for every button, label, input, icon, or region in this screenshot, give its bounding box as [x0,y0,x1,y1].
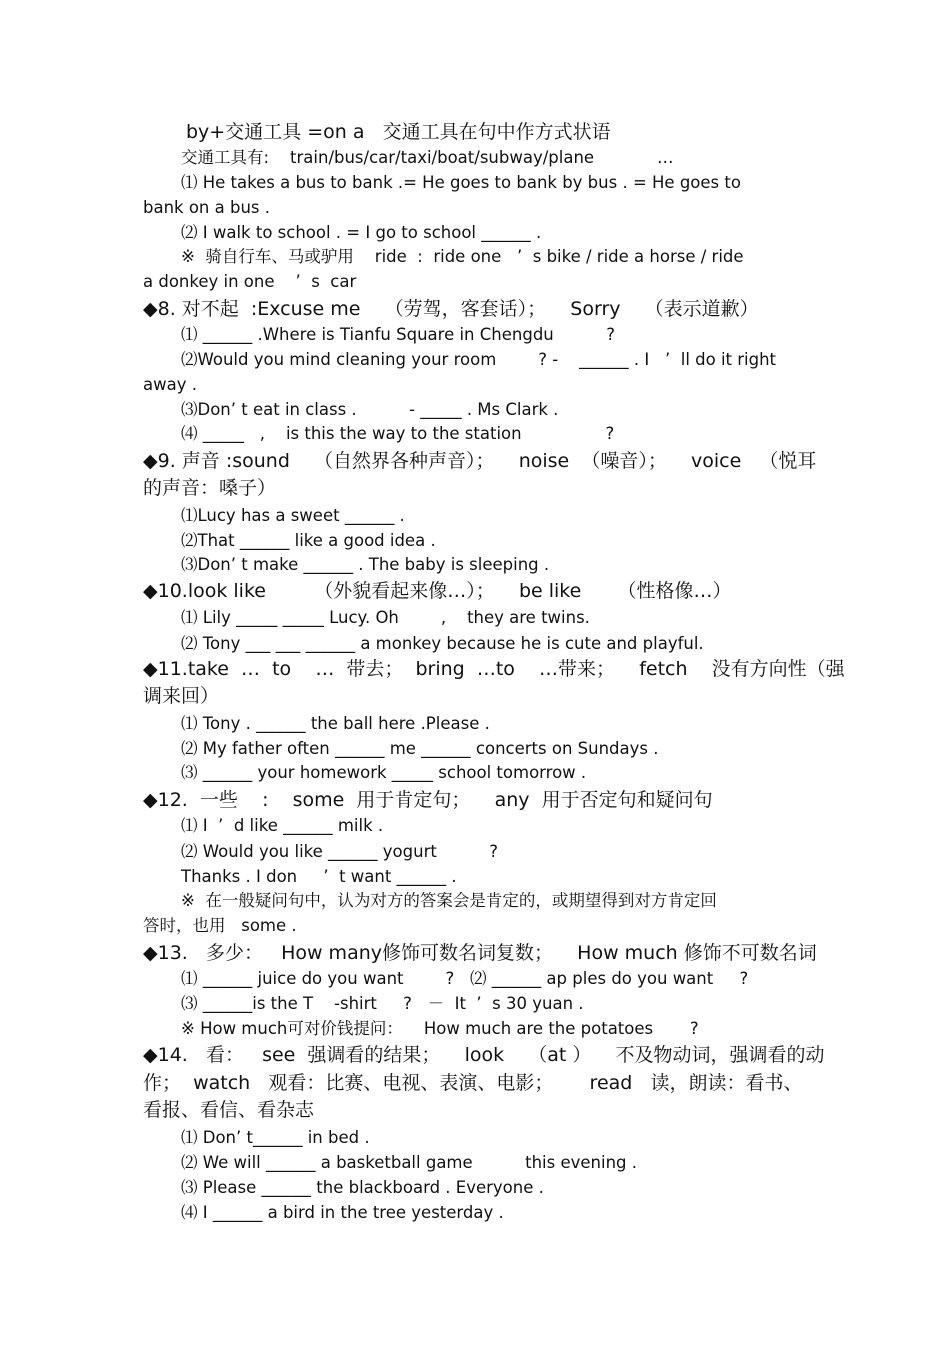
exercise-line: ⑶ ______ your homework _____ school tomorrow . [181,763,587,782]
exercise-line: ⑷ _____ , is this the way to the station ? [181,424,615,443]
note-line: ※ 骑自行车、马或驴用 ride : ride one ’ s bike / ride a horse / ride [181,247,744,266]
text-line: ⑵ I walk to school . = I go to school ______ . [181,223,542,242]
exercise-line: ⑶ ______is the T -shirt ? － It ’ s 30 yuan . [181,994,584,1013]
exercise-line: ⑶Don’ t make ______ . The baby is sleeping . [181,555,550,574]
section-heading-13: ◆13. 多少： How many修饰可数名词复数； How much 修饰不可数名词 [143,942,817,964]
text-line: bank on a bus . [143,198,271,217]
exercise-line: ⑴ Don’ t______ in bed . [181,1128,370,1147]
section-heading-12: ◆12. 一些 : some 用于肯定句； any 用于否定句和疑问句 [143,789,713,811]
section-heading-8: ◆8. 对不起 :Excuse me （劳驾，客套话）； Sorry （表示道歉） [143,298,759,320]
exercise-line: ⑵That ______ like a good idea . [181,531,436,550]
intro-heading: by+交通工具 =on a 交通工具在句中作方式状语 [186,121,611,143]
exercise-line: ⑵ My father often ______ me ______ concerts on Sundays . [181,739,659,758]
section-heading-9-cont: 的声音：嗓子） [143,477,277,499]
text-line: 答时，也用 some . [143,916,297,935]
exercise-line: ⑴ I ’ d like ______ milk . [181,816,384,835]
exercise-line: ⑴ ______ juice do you want ? ⑵ ______ ap ples do you want ? [181,969,749,988]
section-heading-11-cont: 调来回） [143,685,220,707]
text-line: away . [143,375,197,394]
text-line: ⑴ He takes a bus to bank .= He goes to bank by bus . = He goes to [181,173,741,192]
note-line: ※ 在一般疑问句中，认为对方的答案会是肯定的，或期望得到对方肯定回 [181,891,717,910]
exercise-line: ⑵ Would you like ______ yogurt ? [181,842,499,861]
exercise-line: ⑴ Lily _____ _____ Lucy. Oh , they are twins. [181,608,590,627]
section-heading-14: ◆14. 看： see 强调看的结果； look （at ） 不及物动词，强调看的动 [143,1044,825,1066]
section-heading-10: ◆10.look like （外貌看起来像…）； be like （性格像…） [143,580,732,602]
exercise-line: ⑶ Please ______ the blackboard . Everyone . [181,1178,544,1197]
exercise-line: ⑷ I ______ a bird in the tree yesterday . [181,1203,504,1222]
exercise-line: ⑵Would you mind cleaning your room ? - ______ . I ’ ll do it right [181,350,777,369]
exercise-line: ⑴ ______ .Where is Tianfu Square in Chengdu ? [181,325,615,344]
note-line: ※ How much可对价钱提问： How much are the potatoes ? [181,1019,699,1038]
exercise-line: ⑵ We will ______ a basketball game this evening . [181,1153,637,1172]
section-heading-14-cont: 看报、看信、看杂志 [143,1099,315,1121]
exercise-line: ⑵ Tony ___ ___ ______ a monkey because he is cute and playful. [181,634,704,653]
exercise-line: ⑴ Tony . ______ the ball here .Please . [181,714,490,733]
exercise-line: Thanks . I don ’ t want ______ . [181,867,457,886]
section-heading-14-cont: 作； watch 观看：比赛、电视、表演、电影； read 读，朗读：看书、 [143,1072,803,1094]
exercise-line: ⑴Lucy has a sweet ______ . [181,506,405,525]
exercise-line: ⑶Don’ t eat in class . - _____ . Ms Clark . [181,400,559,419]
section-heading-11: ◆11.take … to … 带去； bring …to …带来； fetch 没有方向性（强 [143,658,845,680]
text-line: 交通工具有: train/bus/car/taxi/boat/subway/plane … [181,148,674,167]
text-line: a donkey in one ’ s car [143,272,357,291]
section-heading-9: ◆9. 声音 :sound （自然界各种声音）； noise （噪音）； voice （悦耳 [143,450,817,472]
